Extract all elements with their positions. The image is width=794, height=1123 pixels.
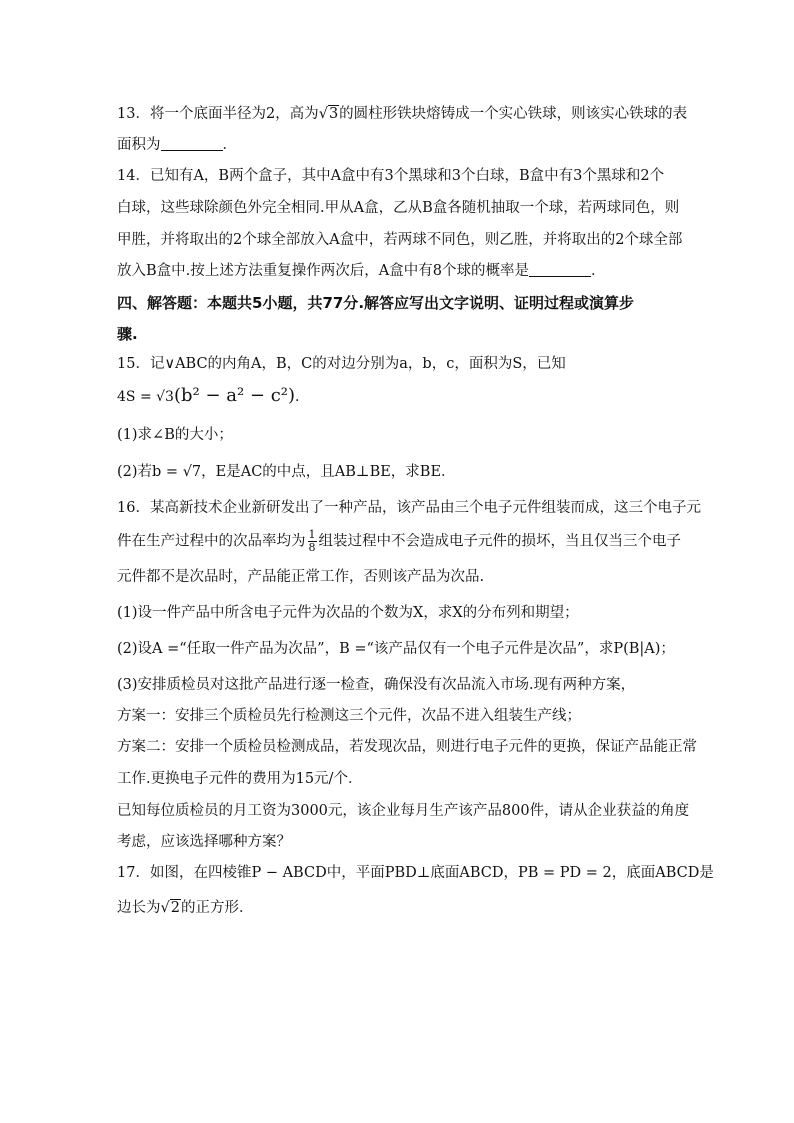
q14-answer-blank <box>529 262 591 277</box>
q14-line2: 白球，这些球除颜色外完全相同.甲从A盒，乙从B盒各随机抽取一个球，若两球同色，则 <box>117 200 680 216</box>
q16-info-line1: 已知每位质检员的月工资为3000元，该企业每月生产该产品800件，请从企业获益的角度 <box>117 803 690 819</box>
q13-text-a: 13．将一个底面半径为2，高为 <box>117 106 319 122</box>
q17-line1: 17．如图，在四棱锥P − ABCD中，平面PBD⊥底面ABCD，PB = PD = 2，底面ABCD是 <box>117 865 714 881</box>
q16-line2: 件在生产过程中的次品率均为 $\frac{1}{8}$ 组装过程中不会造成电子元件的损坏，当且仅当三个电子 <box>117 528 681 554</box>
q16-line3: 元件都不是次品时，产品能正常工作，否则该产品为次品. <box>117 569 485 585</box>
q14-line4: 放入B盒中.按上述方法重复操作两次后，A盒中有8个球的概率是 ． <box>117 263 606 279</box>
q16-plan2-line2: 工作.更换电子元件的费用为15元/个． <box>117 771 363 787</box>
q16-part2: (2)设A =“任取一件产品为次品”，B =“该产品仅有一个电子元件是次品”，求P(B|A)； <box>117 641 675 657</box>
q16-info-line2: 考虑，应该选择哪种方案？ <box>117 834 291 850</box>
q17-sqrt: √2 <box>160 900 180 916</box>
q15-part2: (2)若b = √7，E是AC的中点，且AB⊥BE，求BE． <box>117 464 456 480</box>
q15-line1: 15．记∨ABC的内角A，B，C的对边分别为a，b，c，面积为S，已知 <box>117 356 566 372</box>
q15-formula: 4S = √3(b² − a² − c²)． <box>117 385 310 406</box>
q16-plan2-line1: 方案二：安排一个质检员检测成品，若发现次品，则进行电子元件的更换，保证产品能正常 <box>117 739 697 755</box>
q13-text-b: 的圆柱形铁块熔铸成一个实心铁球，则该实心铁球的表 <box>339 106 688 122</box>
section4-heading-line1: 四、解答题：本题共5小题，共77分.解答应写出文字说明、证明过程或演算步 <box>117 294 635 312</box>
q17-line2: 边长为√2的正方形． <box>117 900 254 916</box>
q13-sqrt: √3 <box>318 106 339 122</box>
q16-part3: (3)安排质检员对这批产品进行逐一检查，确保没有次品流入市场.现有两种方案， <box>117 677 636 693</box>
q16-line1: 16．某高新技术企业新研发出了一种产品，该产品由三个电子元件组装而成，这三个电子元 <box>117 500 701 516</box>
q16-plan1: 方案一：安排三个质检员先行检测这三个元件，次品不进入组装生产线； <box>117 708 581 724</box>
q13-answer-blank <box>161 136 223 151</box>
q14-line1: 14．已知有A，B两个盒子，其中A盒中有3个黑球和3个白球，B盒中有3个黑球和2个 <box>117 168 665 184</box>
q13-line1 <box>117 104 688 124</box>
q14-line3: 甲胜，并将取出的2个球全部放入A盒中，若两球不同色，则乙胜，并将取出的2个球全部 <box>117 232 683 248</box>
q16-part1: (1)设一件产品中所含电子元件为次品的个数为X，求X的分布列和期望； <box>117 605 579 621</box>
q15-part1: (1)求∠B的大小； <box>117 427 233 443</box>
q16-fraction: $\frac{1}{8}$ <box>308 528 316 554</box>
section4-heading-line2: 骤. <box>117 325 138 343</box>
q13-line2: 面积为 ． <box>117 137 237 153</box>
